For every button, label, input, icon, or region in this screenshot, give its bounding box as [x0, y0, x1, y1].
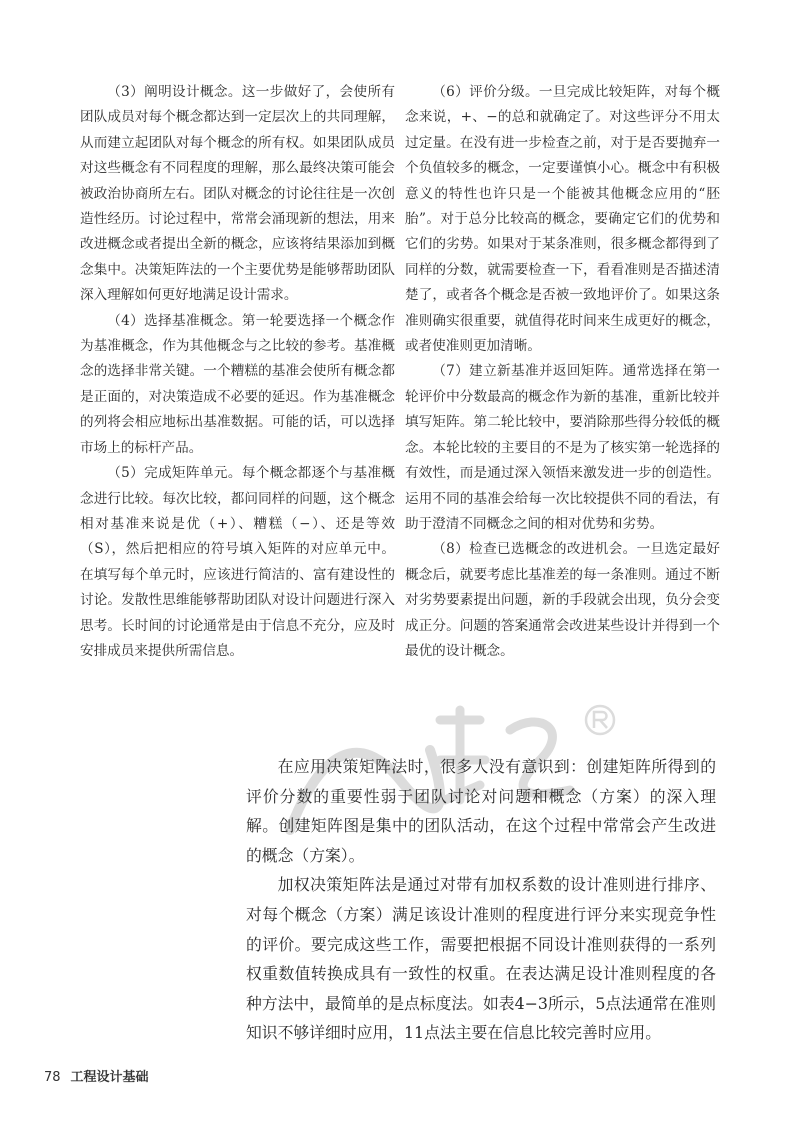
right-column: [405, 80, 720, 664]
book-title: 工程设计基础: [70, 1070, 149, 1085]
paragraph-step-8: （8）检查已选概念的改进机会。一旦选定最好概念后，就要考虑比基准差的每一条准则。通过不断对劣势要素提出问题，新的手段就会出现，负分会变成正分。问题的答案通常会改进某些设计并得到一个最优的设计概念。: [405, 541, 720, 659]
main-text: [246, 752, 716, 1048]
paragraph-step-6: （6）评价分级。一旦完成比较矩阵，对每个概念来说，+、−的总和就确定了。对这些评分不用太过定量。在没有进一步检查之前，对于是否要抛弃一个负值较多的概念，一定要谨慎小心。概念中有积极意义的特性也许只是一个能被其他概念应用的“胚胎”。对于总分比较高的概念，要确定它们的优势和它们的劣势。如果对于某条准则，很多概念都得到了同样的分数，就需要检查一下，看看准则是否描述清楚了，或者各个概念是否被一致地评价了。如果这条准则确实很重要，就值得花时间来生成更好的概念，或者使准则更加清晰。: [405, 84, 720, 355]
page-footer: [44, 1066, 149, 1085]
paragraph-step-3: （3）阐明设计概念。这一步做好了，会使所有团队成员对每个概念都达到一定层次上的共同理解，从而建立起团队对每个概念的所有权。如果团队成员对这些概念有不同程度的理解，那么最终决策可能会被政治协商所左右。团队对概念的讨论往往是一次创造性经历。讨论过程中，常常会涌现新的想法，用来改进概念或者提出全新的概念，应该将结果添加到概念集中。决策矩阵法的一个主要优势是能够帮助团队深入理解如何更好地满足设计需求。: [80, 84, 395, 304]
paragraph-step-7: （7）建立新基准并返回矩阵。通常选择在第一轮评价中分数最高的概念作为新的基准，重新比较并填写矩阵。第二轮比较中，要消除那些得分较低的概念。本轮比较的主要目的不是为了核实第一轮选择的有效性，而是通过深入领悟来激发进一步的创造性。运用不同的基准会给每一次比较提供不同的看法，有助于澄清不同概念之间的相对优势和劣势。: [405, 363, 720, 532]
left-column: [80, 80, 395, 664]
main-paragraph-1: 在应用决策矩阵法时，很多人没有意识到：创建矩阵所得到的评价分数的重要性弱于团队讨论对问题和概念（方案）的深入理解。创建矩阵图是集中的团队活动，在这个过程中常常会产生改进的概念（方案）。: [246, 757, 716, 865]
paragraph-step-4: （4）选择基准概念。第一轮要选择一个概念作为基准概念，作为其他概念与之比较的参考。基准概念的选择非常关键。一个糟糕的基准会使所有概念都是正面的，对决策造成不必要的延迟。作为基准概念的列将会相应地标出基准数据。可能的话，可以选择市场上的标杆产品。: [80, 312, 395, 456]
page-number: 78: [44, 1070, 61, 1085]
main-paragraph-2: 加权决策矩阵法是通过对带有加权系数的设计准则进行排序、对每个概念（方案）满足该设计准则的程度进行评分来实现竞争性的评价。要完成这些工作，需要把根据不同设计准则获得的一系列权重数值转换成具有一致性的权重。在表达满足设计准则程度的各种方法中，最简单的是点标度法。如表4−3所示，5点法通常在准则知识不够详细时应用，11点法主要在信息比较完善时应用。: [246, 875, 716, 1043]
paragraph-step-5: （5）完成矩阵单元。每个概念都逐个与基准概念进行比较。每次比较，都问同样的问题，这个概念相对基准来说是优（+）、糟糕（−）、还是等效（S），然后把相应的符号填入矩阵的对应单元中。在填写每个单元时，应该进行简洁的、富有建设性的讨论。发散性思维能够帮助团队对设计问题进行深入思考。长时间的讨论通常是由于信息不充分，应及时安排成员来提供所需信息。: [80, 465, 395, 659]
